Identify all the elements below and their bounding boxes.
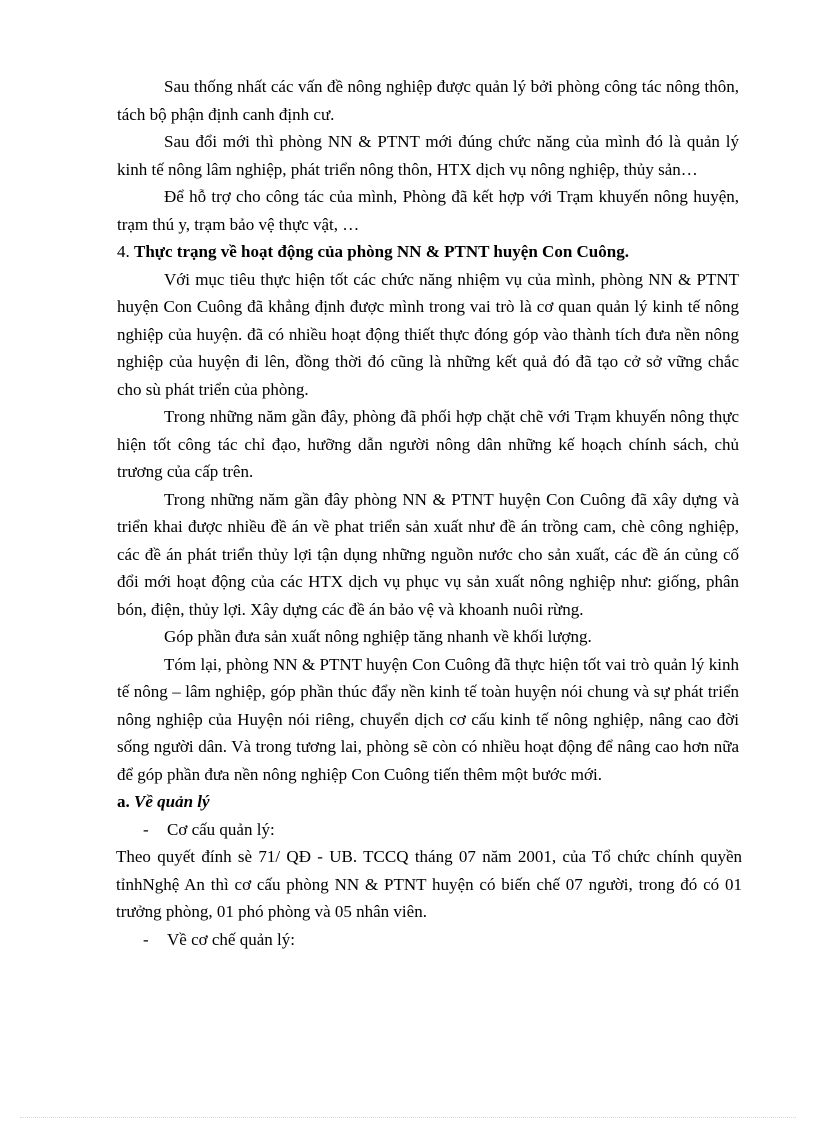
bullet-dash: - [143,819,149,839]
paragraph-s4-5: Tóm lại, phòng NN & PTNT huyện Con Cuông đã thực hiện tốt vai trò quản lý kinh tế nông – lâm nghiệp, góp phần thúc đẩy nền kinh tế toàn huyện nói chung và sự phát triển nông nghiệp của Huyện nói riêng, chuyển dịch cơ cấu kinh tế nông nghiệp, nâng cao đời sống người dân. Và trong tương lai, phòng sẽ còn có nhiều hoạt động để nâng cao hơn nữa để góp phần đưa nền nông nghiệp Con Cuông tiến thêm một bước mới. [117,654,739,784]
section-4-heading [117,238,739,266]
document-page [116,73,742,953]
bullet-management-mechanism [117,926,739,954]
bullet-dash: - [143,929,149,949]
subsection-a-heading [117,788,739,816]
bullet-management-structure [117,816,739,844]
paragraph-s4-4: Góp phần đưa sản xuất nông nghiệp tăng nhanh về khối lượng. [164,627,592,646]
paragraph-s4-1: Với mục tiêu thực hiện tốt các chức năng nhiệm vụ của mình, phòng NN & PTNT huyện Con Cuông đã khẳng định được mình trong vai trò là cơ quan quản lý kinh tế nông nghiệp của huyện. đã có nhiều hoạt động thiết thực đóng góp vào thành tích đưa nền nông nghiệp của huyện đi lên, đồng thời đó cũng là những kết quả đó đã tạo cở sở vững chắc cho sù phát triển của phòng. [117,269,739,399]
section-4-title: Thực trạng về hoạt động của phòng NN & PTNT huyện Con Cuông. [134,242,629,261]
paragraph-s4-2: Trong những năm gần đây, phòng đã phối hợp chặt chẽ với Trạm khuyến nông thực hiện tốt công tác chỉ đạo, hưỡng dẫn người nông dân những kế hoạch chính sách, chủ trương của cấp trên. [117,407,739,481]
paragraph-management-structure: Theo quyết đính sè 71/ QĐ - UB. TCCQ tháng 07 năm 2001, của Tổ chức chính quyền tỉnhNghệ An thì cơ cấu phòng NN & PTNT huyện có biến chế 07 người, trong đó có 01 trưởng phòng, 01 phó phòng và 05 nhân viên. [116,847,742,921]
page-bottom-rule [20,1117,796,1118]
paragraph-intro-3: Để hỗ trợ cho công tác của mình, Phòng đã kết hợp với Trạm khuyến nông huyện, trạm thú y, trạm bảo vệ thực vật, … [117,187,739,234]
bullet-management-mechanism-label: Về cơ chế quản lý: [167,929,295,949]
paragraph-intro-2: Sau đổi mới thì phòng NN & PTNT mới đúng chức năng của mình đó là quản lý kinh tế nông lâm nghiệp, phát triển nông thôn, HTX dịch vụ nông nghiệp, thủy sản… [117,132,739,179]
paragraph-intro-1: Sau thống nhất các vấn đề nông nghiệp được quản lý bởi phòng công tác nông thôn, tách bộ phận định canh định cư. [117,77,739,124]
bullet-management-structure-label: Cơ cấu quản lý: [167,819,275,839]
subsection-a-title: Về quản lý [134,792,210,811]
paragraph-s4-3: Trong những năm gần đây phòng NN & PTNT huyện Con Cuông đã xây dựng và triển khai được nhiều đề án về phat triển sản xuất như đề án trồng cam, chè công nghiệp, các đề án phát triển thủy lợi tận dụng những nguồn nước cho sản xuất, các đề án củng cố đổi mới hoạt động của các HTX dịch vụ phục vụ sản xuất nông nghiệp như: giống, phân bón, điện, thủy lợi. Xây dựng các đề án bảo vệ và khoanh nuôi rừng. [117,489,739,619]
section-4-number: 4. [117,242,130,261]
subsection-a-label: a. [117,792,130,811]
